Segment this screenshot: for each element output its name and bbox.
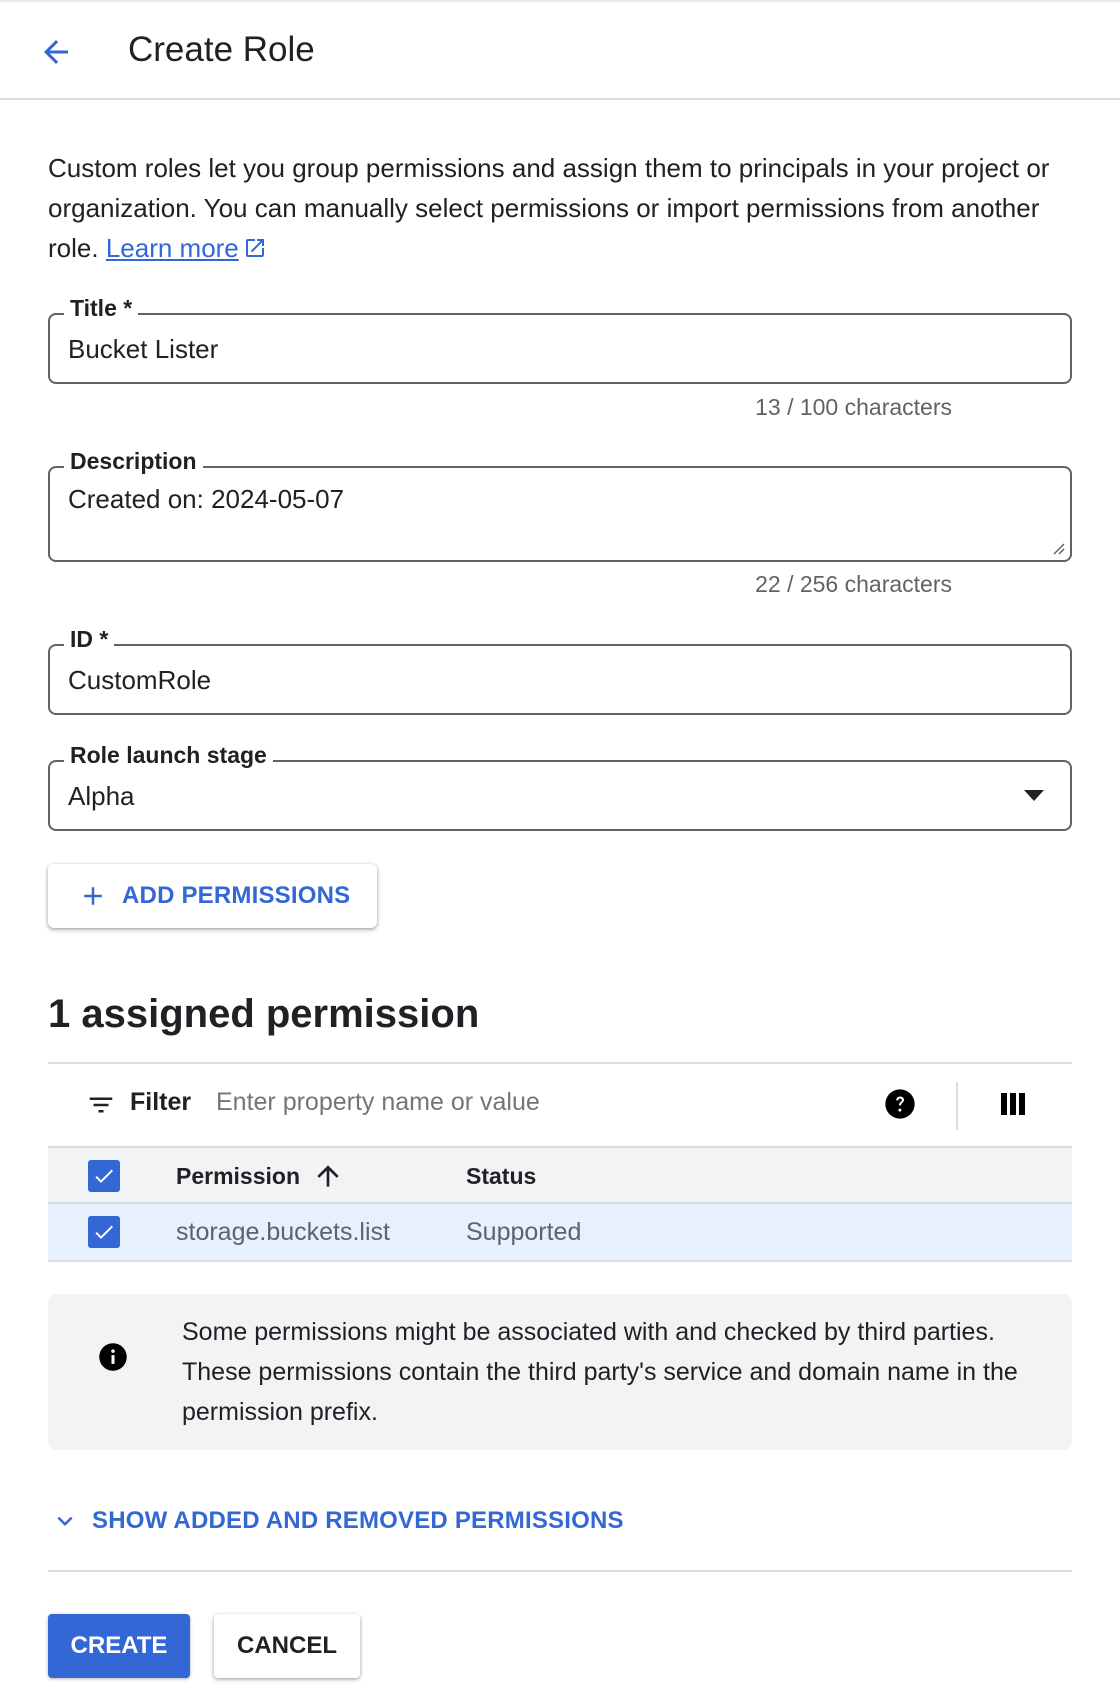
status-cell: Supported [466, 1218, 582, 1246]
column-display-icon[interactable] [998, 1090, 1028, 1118]
table-header [48, 1146, 1072, 1204]
title-counter: 13 / 100 characters [755, 394, 952, 420]
actions-divider [48, 1570, 1072, 1572]
info-icon [98, 1342, 128, 1372]
description-field[interactable] [48, 448, 1072, 562]
back-button[interactable] [32, 28, 80, 76]
filter-label: Filter [130, 1088, 192, 1116]
assigned-permissions-heading: 1 assigned permission [48, 992, 480, 1036]
row-checkbox[interactable] [88, 1216, 120, 1248]
filter-list-icon[interactable] [86, 1090, 116, 1120]
intro-text [48, 148, 1078, 268]
description-counter: 22 / 256 characters [755, 571, 952, 597]
learn-more-link[interactable]: Learn more [106, 233, 267, 263]
add-permissions-button[interactable] [48, 864, 377, 928]
arrow-back-icon [38, 34, 74, 70]
filter-bar [48, 1062, 1072, 1146]
table-row[interactable] [48, 1204, 1072, 1262]
title-field[interactable] [48, 295, 1072, 384]
cancel-button[interactable]: CANCEL [214, 1614, 360, 1678]
column-header-permission[interactable]: Permission [176, 1163, 300, 1189]
select-all-checkbox[interactable] [88, 1160, 120, 1192]
launch-stage-label: Role launch stage [64, 742, 273, 769]
id-label: ID * [64, 626, 114, 653]
third-party-info-box [48, 1294, 1072, 1450]
page-title: Create Role [128, 30, 315, 69]
title-value[interactable]: Bucket Lister [68, 334, 219, 364]
launch-stage-value: Alpha [68, 781, 135, 811]
id-value[interactable]: CustomRole [68, 665, 212, 695]
show-added-removed-label: SHOW ADDED AND REMOVED PERMISSIONS [92, 1507, 624, 1534]
id-field[interactable] [48, 626, 1072, 715]
add-icon [78, 881, 108, 911]
toolbar-divider [956, 1082, 958, 1130]
info-text: Some permissions might be associated with and checked by third parties. These permissions contain the third party's service and domain name in the permission prefix. [182, 1318, 1018, 1426]
description-label: Description [64, 448, 203, 475]
permission-cell: storage.buckets.list [176, 1218, 390, 1246]
resize-handle-icon[interactable] [1050, 540, 1066, 556]
title-label: Title * [64, 295, 138, 322]
help-icon[interactable] [884, 1088, 916, 1120]
chevron-down-icon [50, 1506, 80, 1536]
add-permissions-label: ADD PERMISSIONS [122, 882, 351, 909]
filter-input[interactable] [216, 1088, 836, 1117]
intro-description: Custom roles let you group permissions and assign them to principals in your project or organization. You can manually select permissions or import permissions from another role. [48, 153, 1050, 263]
sort-arrow-up-icon[interactable] [312, 1160, 344, 1192]
show-added-removed-toggle[interactable] [50, 1506, 624, 1536]
create-button[interactable]: CREATE [48, 1614, 190, 1678]
column-header-status[interactable]: Status [466, 1163, 537, 1189]
check-icon [92, 1164, 116, 1188]
description-value[interactable]: Created on: 2024-05-07 [68, 484, 345, 514]
dropdown-arrow-icon [1024, 790, 1044, 802]
top-bar [0, 0, 1120, 100]
launch-stage-select[interactable] [48, 742, 1072, 831]
check-icon [92, 1220, 116, 1244]
open-in-new-icon [243, 236, 267, 260]
